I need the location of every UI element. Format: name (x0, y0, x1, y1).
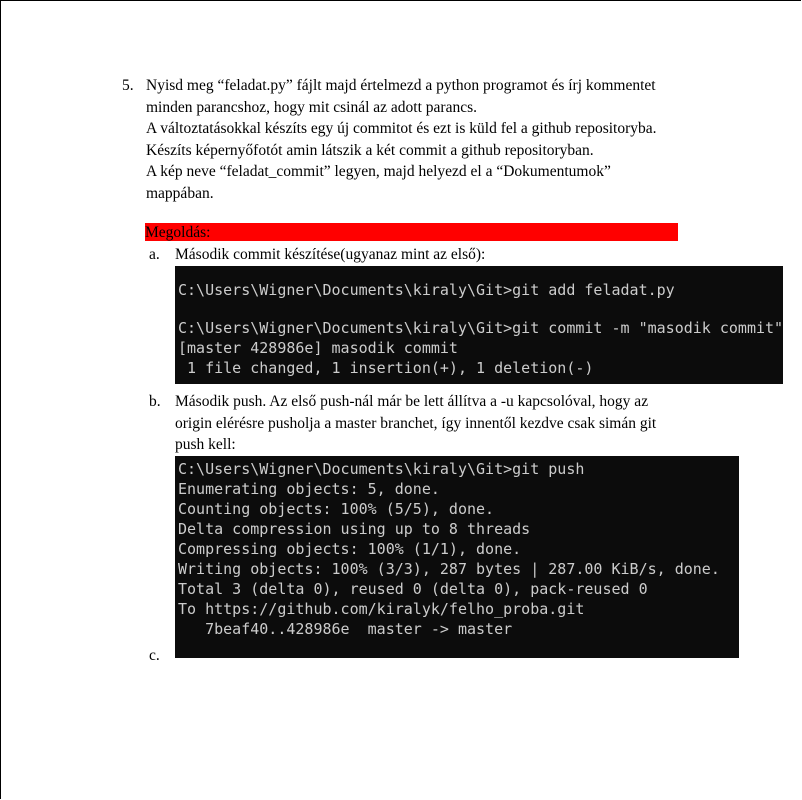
step-letter: b. (149, 393, 161, 410)
task-line: minden parancshoz, hogy mit csinál az adott parancs. (146, 98, 477, 116)
terminal-line: C:\Users\Wigner\Documents\kiraly\Git>git push (178, 460, 585, 478)
terminal-line: Total 3 (delta 0), reused 0 (delta 0), pack-reused 0 (178, 580, 648, 598)
terminal-line: To https://github.com/kiralyk/felho_proba.git (178, 600, 585, 618)
step-line: push kell: (175, 436, 236, 453)
task-line: Nyisd meg “feladat.py” fájlt majd értelmezd a python programot és írj kommentet (146, 77, 656, 94)
terminal-line: Writing objects: 100% (3/3), 287 bytes | 287.00 KiB/s, done. (178, 560, 720, 578)
step-line: origin elérésre pusholja a master branchet, így innentől kezdve csak simán git (175, 414, 657, 432)
terminal-line: C:\Users\Wigner\Documents\kiraly\Git>git commit -m "masodik commit" (178, 319, 783, 337)
terminal-line: Counting objects: 100% (5/5), done. (178, 500, 495, 518)
terminal-screenshot-push (175, 456, 739, 658)
step-line: Második commit készítése(ugyanaz mint az első): (175, 246, 486, 263)
step-letter: c. (149, 647, 160, 664)
task-line: A változtatásokkal készíts egy új commitot és ezt is küld fel a github repositoryba. (146, 120, 657, 137)
terminal-line: 1 file changed, 1 insertion(+), 1 deletion(-) (178, 359, 594, 377)
task-line: Készíts képernyőfotót amin látszik a két commit a github repositoryban. (146, 141, 594, 159)
step-text (175, 244, 485, 266)
task-line: A kép neve “feladat_commit” legyen, majd helyezd el a “Dokumentumok” (146, 163, 611, 180)
terminal-line: Delta compression using up to 8 threads (178, 520, 531, 538)
terminal-line: Enumerating objects: 5, done. (178, 480, 440, 498)
task-line: mappában. (146, 184, 214, 202)
terminal-screenshot-commit (175, 266, 783, 384)
step-line: Második push. Az első push-nál már be lett állítva a -u kapcsolóval, hogy az (175, 393, 649, 410)
task-number: 5. (122, 77, 134, 94)
terminal-line: [master 428986e] masodik commit (178, 339, 458, 357)
terminal-line: Compressing objects: 100% (1/1), done. (178, 540, 522, 558)
terminal-line: 7beaf40..428986e master -> master (178, 620, 513, 638)
task-text (146, 75, 706, 204)
terminal-line: C:\Users\Wigner\Documents\kiraly\Git>git add feladat.py (178, 281, 675, 299)
step-letter: a. (149, 246, 160, 263)
step-text (175, 391, 656, 456)
solution-heading: Megoldás: (145, 223, 678, 241)
